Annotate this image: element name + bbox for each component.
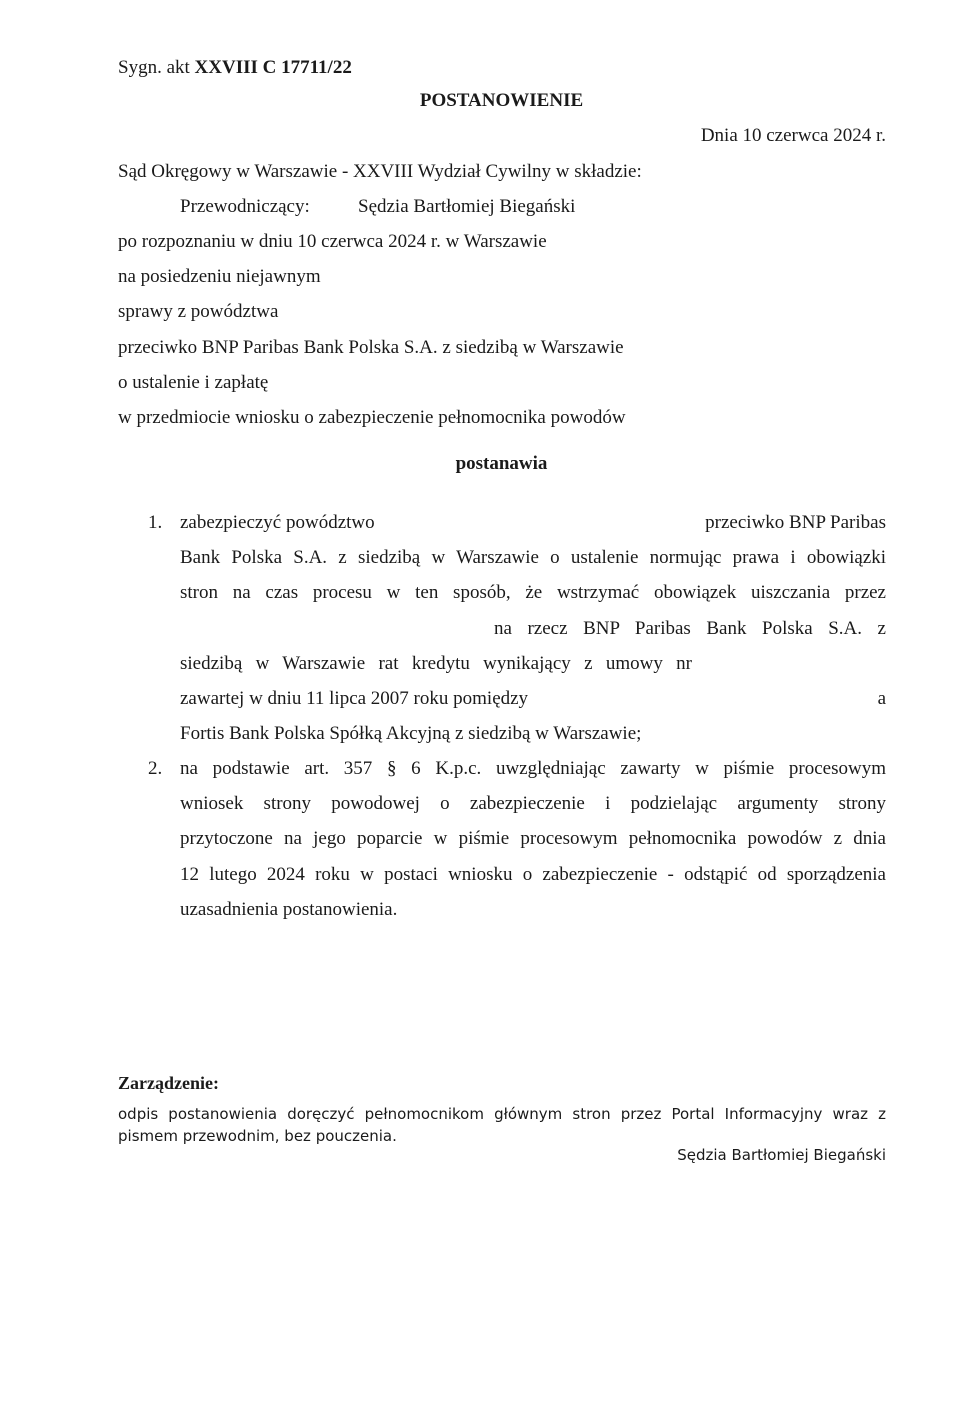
hearing-line: po rozpoznaniu w dniu 10 czerwca 2024 r. w Warszawie — [118, 231, 547, 252]
plaintiff-line — [118, 301, 463, 323]
decision-item-1 — [180, 505, 886, 751]
item-number: 1. — [148, 512, 163, 533]
redacted-plaintiff — [283, 303, 463, 323]
case-of-text: sprawy z powództwa — [118, 301, 279, 322]
item-line: uzasadnienia postanowienia. — [180, 898, 398, 920]
item-line: przytoczone na jego poparcie w piśmie procesowym pełnomocnika powodów z dnia — [180, 828, 886, 850]
item-line — [180, 646, 886, 681]
case-number: XXVIII C 17711/22 — [194, 57, 352, 78]
item-line: 12 lutego 2024 roku w postaci wniosku o zabezpieczenie - odstąpić od sporządzenia — [180, 863, 886, 885]
defendant-line: przeciwko BNP Paribas Bank Polska S.A. z siedzibą w Warszawie — [118, 337, 624, 358]
decision-heading: postanawia — [455, 453, 548, 474]
item-line-text: zawartej w dniu 11 lipca 2007 roku pomiędzy — [180, 687, 529, 709]
order-heading: Zarządzenie: — [118, 1073, 219, 1093]
case-label: Sygn. akt — [118, 57, 190, 78]
presiding-judge-name: Sędzia Bartłomiej Biegański — [358, 196, 576, 217]
item-line-text: zabezpieczyć powództwo — [180, 512, 375, 533]
subject-line: o ustalenie i zapłatę — [118, 372, 269, 393]
court-composition: Sąd Okręgowy w Warszawie - XXVIII Wydział Cywilny w składzie: — [118, 161, 642, 182]
item-line-text: przeciwko BNP Paribas — [705, 512, 886, 533]
matter-line: w przedmiocie wniosku o zabezpieczenie pełnomocnika powodów — [118, 407, 626, 428]
case-reference — [118, 57, 352, 79]
session-line: na posiedzeniu niejawnym — [118, 266, 321, 287]
item-line: stron na czas procesu w ten sposób, że wstrzymać obowiązek uiszczania przez — [180, 582, 886, 604]
decision-item-2 — [180, 751, 886, 927]
judge-signature: Sędzia Bartłomiej Biegański — [677, 1146, 886, 1164]
item-line: Fortis Bank Polska Spółką Akcyjną z siedzibą w Warszawie; — [180, 723, 642, 745]
document-date: Dnia 10 czerwca 2024 r. — [700, 125, 886, 146]
item-line: na podstawie art. 357 § 6 K.p.c. uwzględniając zawarty w piśmie procesowym — [180, 758, 886, 779]
order-text — [118, 1103, 886, 1147]
item-line — [180, 611, 886, 646]
item-line: Bank Polska S.A. z siedzibą w Warszawie o ustalenie normując prawa i obowiązki — [180, 547, 886, 569]
item-line-text: na rzecz BNP Paribas Bank Polska S.A. z — [494, 617, 886, 639]
order-line: pismem przewodnim, bez pouczenia. — [118, 1127, 397, 1145]
item-line: wniosek strony powodowej o zabezpieczenie i podzielając argumenty strony — [180, 793, 886, 815]
item-line-text: a — [877, 687, 886, 709]
item-line — [180, 681, 886, 716]
presiding-label: Przewodniczący: — [180, 196, 310, 217]
item-number: 2. — [148, 758, 163, 779]
document-title: POSTANOWIENIE — [419, 90, 584, 111]
item-line — [180, 505, 886, 540]
item-line-text: siedzibą w Warszawie rat kredytu wynikający z umowy nr — [180, 652, 692, 674]
order-line: odpis postanowienia doręczyć pełnomocnikom głównym stron przez Portal Informacyjny wraz z — [118, 1105, 886, 1123]
